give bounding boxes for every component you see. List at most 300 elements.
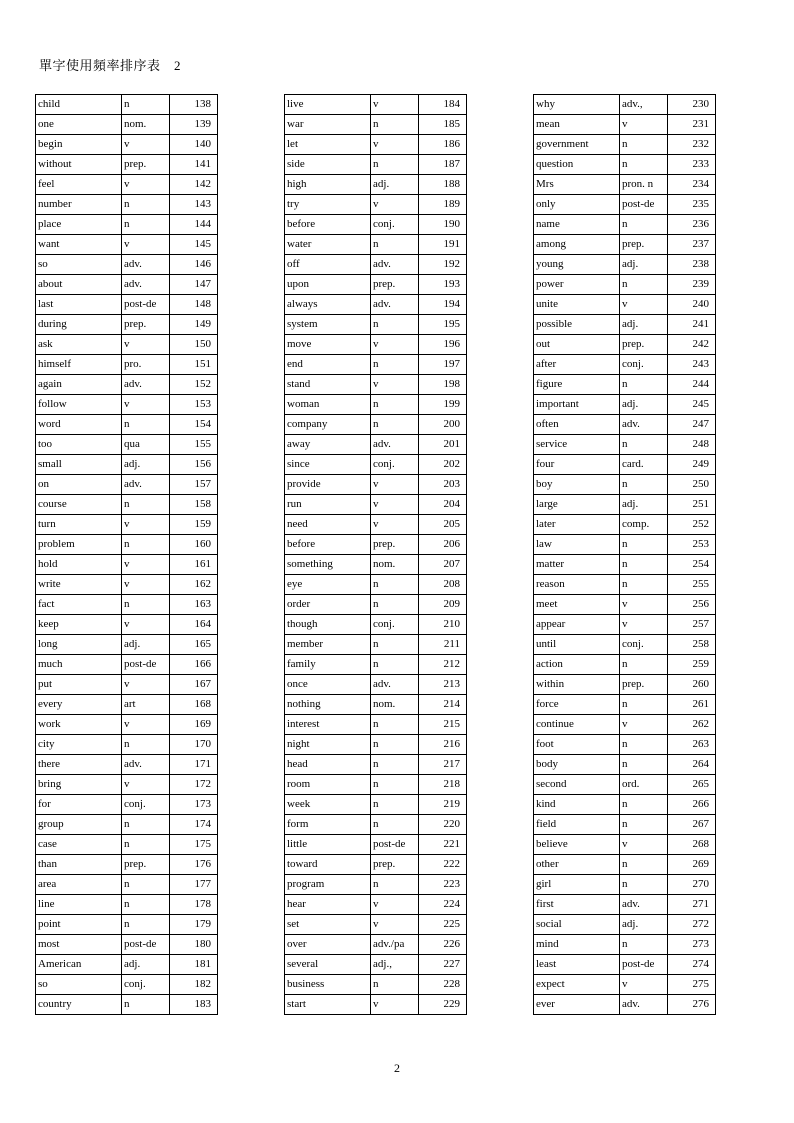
part-of-speech-cell: prep.	[122, 315, 170, 335]
rank-cell: 247	[668, 415, 716, 435]
part-of-speech-cell: n	[620, 795, 668, 815]
table-row	[534, 415, 716, 435]
part-of-speech-cell: v	[371, 895, 419, 915]
word-cell: begin	[36, 135, 122, 155]
table-row	[36, 875, 218, 895]
word-cell: out	[534, 335, 620, 355]
part-of-speech-cell: n	[122, 875, 170, 895]
rank-cell: 256	[668, 595, 716, 615]
word-cell: foot	[534, 735, 620, 755]
rank-cell: 241	[668, 315, 716, 335]
word-cell: why	[534, 95, 620, 115]
word-cell: number	[36, 195, 122, 215]
word-cell: only	[534, 195, 620, 215]
part-of-speech-cell: adv./pa	[371, 935, 419, 955]
table-row	[36, 815, 218, 835]
rank-cell: 236	[668, 215, 716, 235]
part-of-speech-cell: prep.	[122, 855, 170, 875]
word-cell: mean	[534, 115, 620, 135]
part-of-speech-cell: n	[371, 595, 419, 615]
part-of-speech-cell: v	[620, 615, 668, 635]
word-cell: expect	[534, 975, 620, 995]
rank-cell: 205	[419, 515, 467, 535]
word-cell: water	[285, 235, 371, 255]
part-of-speech-cell: n	[371, 155, 419, 175]
word-cell: before	[285, 535, 371, 555]
word-cell: night	[285, 735, 371, 755]
part-of-speech-cell: v	[122, 715, 170, 735]
rank-cell: 234	[668, 175, 716, 195]
word-cell: large	[534, 495, 620, 515]
word-cell: body	[534, 755, 620, 775]
table-row	[285, 315, 467, 335]
rank-cell: 227	[419, 955, 467, 975]
part-of-speech-cell: adj.	[620, 395, 668, 415]
rank-cell: 146	[170, 255, 218, 275]
word-cell: word	[36, 415, 122, 435]
part-of-speech-cell: post-de	[620, 195, 668, 215]
table-row	[36, 575, 218, 595]
word-cell: once	[285, 675, 371, 695]
part-of-speech-cell: n	[620, 755, 668, 775]
rank-cell: 196	[419, 335, 467, 355]
part-of-speech-cell: conj.	[371, 455, 419, 475]
table-row	[285, 455, 467, 475]
table-row	[36, 855, 218, 875]
rank-cell: 263	[668, 735, 716, 755]
part-of-speech-cell: v	[122, 675, 170, 695]
rank-cell: 207	[419, 555, 467, 575]
table-row	[534, 695, 716, 715]
rank-cell: 259	[668, 655, 716, 675]
part-of-speech-cell: v	[122, 555, 170, 575]
word-cell: want	[36, 235, 122, 255]
word-cell: work	[36, 715, 122, 735]
table-row	[36, 215, 218, 235]
table-row	[534, 495, 716, 515]
word-cell: second	[534, 775, 620, 795]
part-of-speech-cell: v	[620, 835, 668, 855]
word-cell: side	[285, 155, 371, 175]
word-cell: write	[36, 575, 122, 595]
part-of-speech-cell: v	[122, 615, 170, 635]
table-row	[285, 255, 467, 275]
table-row	[36, 735, 218, 755]
part-of-speech-cell: v	[371, 375, 419, 395]
table-row	[534, 535, 716, 555]
rank-cell: 150	[170, 335, 218, 355]
word-cell: within	[534, 675, 620, 695]
word-cell: hear	[285, 895, 371, 915]
rank-cell: 193	[419, 275, 467, 295]
table-row	[534, 875, 716, 895]
part-of-speech-cell: n	[620, 475, 668, 495]
word-cell: follow	[36, 395, 122, 415]
table-row	[36, 415, 218, 435]
word-cell: since	[285, 455, 371, 475]
word-cell: nothing	[285, 695, 371, 715]
word-cell: form	[285, 815, 371, 835]
part-of-speech-cell: adj.	[371, 175, 419, 195]
rank-cell: 252	[668, 515, 716, 535]
table-row	[285, 335, 467, 355]
word-cell: system	[285, 315, 371, 335]
table-row	[36, 635, 218, 655]
word-cell: let	[285, 135, 371, 155]
table-row	[534, 975, 716, 995]
word-cell: upon	[285, 275, 371, 295]
table-row	[534, 175, 716, 195]
part-of-speech-cell: n	[371, 415, 419, 435]
part-of-speech-cell: adj.	[620, 315, 668, 335]
part-of-speech-cell: n	[371, 815, 419, 835]
rank-cell: 183	[170, 995, 218, 1015]
table-row	[534, 895, 716, 915]
table-row	[534, 755, 716, 775]
table-row	[534, 635, 716, 655]
rank-cell: 253	[668, 535, 716, 555]
word-cell: always	[285, 295, 371, 315]
table-row	[36, 155, 218, 175]
part-of-speech-cell: adv.	[620, 415, 668, 435]
rank-cell: 168	[170, 695, 218, 715]
table-row	[534, 735, 716, 755]
rank-cell: 141	[170, 155, 218, 175]
part-of-speech-cell: conj.	[371, 615, 419, 635]
table-row	[36, 295, 218, 315]
word-cell: eye	[285, 575, 371, 595]
table-row	[534, 555, 716, 575]
word-cell: little	[285, 835, 371, 855]
table-row	[36, 515, 218, 535]
word-cell: member	[285, 635, 371, 655]
table-row	[285, 635, 467, 655]
part-of-speech-cell: pron. n	[620, 175, 668, 195]
part-of-speech-cell: adj.	[122, 455, 170, 475]
part-of-speech-cell: n	[371, 235, 419, 255]
table-row	[534, 955, 716, 975]
part-of-speech-cell: n	[122, 895, 170, 915]
page-number: 2	[394, 1061, 400, 1075]
rank-cell: 174	[170, 815, 218, 835]
table-row	[285, 755, 467, 775]
rank-cell: 155	[170, 435, 218, 455]
word-cell: among	[534, 235, 620, 255]
rank-cell: 165	[170, 635, 218, 655]
rank-cell: 230	[668, 95, 716, 115]
table-row	[534, 335, 716, 355]
word-cell: there	[36, 755, 122, 775]
rank-cell: 159	[170, 515, 218, 535]
rank-cell: 202	[419, 455, 467, 475]
table-row	[534, 795, 716, 815]
part-of-speech-cell: conj.	[620, 355, 668, 375]
table-row	[285, 915, 467, 935]
word-cell: continue	[534, 715, 620, 735]
part-of-speech-cell: v	[620, 115, 668, 135]
part-of-speech-cell: conj.	[122, 795, 170, 815]
word-cell: himself	[36, 355, 122, 375]
rank-cell: 211	[419, 635, 467, 655]
rank-cell: 162	[170, 575, 218, 595]
part-of-speech-cell: v	[122, 775, 170, 795]
rank-cell: 181	[170, 955, 218, 975]
rank-cell: 166	[170, 655, 218, 675]
part-of-speech-cell: n	[620, 555, 668, 575]
rank-cell: 240	[668, 295, 716, 315]
part-of-speech-cell: v	[371, 95, 419, 115]
table-row	[36, 675, 218, 695]
table-row	[534, 115, 716, 135]
part-of-speech-cell: prep.	[371, 855, 419, 875]
rank-cell: 164	[170, 615, 218, 635]
word-cell: service	[534, 435, 620, 455]
rank-cell: 273	[668, 935, 716, 955]
word-table-column-1	[35, 94, 218, 1015]
part-of-speech-cell: adv.	[371, 435, 419, 455]
word-cell: too	[36, 435, 122, 455]
rank-cell: 195	[419, 315, 467, 335]
table-row	[36, 935, 218, 955]
rank-cell: 144	[170, 215, 218, 235]
rank-cell: 248	[668, 435, 716, 455]
part-of-speech-cell: card.	[620, 455, 668, 475]
table-row	[534, 395, 716, 415]
table-row	[534, 855, 716, 875]
part-of-speech-cell: v	[371, 495, 419, 515]
table-row	[285, 995, 467, 1015]
rank-cell: 138	[170, 95, 218, 115]
rank-cell: 231	[668, 115, 716, 135]
part-of-speech-cell: v	[371, 135, 419, 155]
part-of-speech-cell: v	[371, 195, 419, 215]
rank-cell: 199	[419, 395, 467, 415]
word-cell: case	[36, 835, 122, 855]
table-row	[285, 155, 467, 175]
table-row	[534, 155, 716, 175]
part-of-speech-cell: n	[620, 735, 668, 755]
word-table-column-2	[284, 94, 467, 1015]
part-of-speech-cell: n	[371, 635, 419, 655]
rank-cell: 167	[170, 675, 218, 695]
rank-cell: 239	[668, 275, 716, 295]
word-cell: matter	[534, 555, 620, 575]
word-cell: most	[36, 935, 122, 955]
part-of-speech-cell: prep.	[620, 675, 668, 695]
word-cell: first	[534, 895, 620, 915]
part-of-speech-cell: v	[122, 235, 170, 255]
part-of-speech-cell: adj.	[620, 255, 668, 275]
part-of-speech-cell: v	[371, 335, 419, 355]
table-row	[36, 375, 218, 395]
rank-cell: 157	[170, 475, 218, 495]
table-row	[36, 495, 218, 515]
rank-cell: 185	[419, 115, 467, 135]
word-cell: though	[285, 615, 371, 635]
rank-cell: 210	[419, 615, 467, 635]
part-of-speech-cell: n	[620, 135, 668, 155]
rank-cell: 160	[170, 535, 218, 555]
rank-cell: 233	[668, 155, 716, 175]
word-cell: fact	[36, 595, 122, 615]
part-of-speech-cell: nom.	[371, 695, 419, 715]
part-of-speech-cell: adv.	[620, 995, 668, 1015]
table-row	[285, 595, 467, 615]
word-cell: unite	[534, 295, 620, 315]
rank-cell: 190	[419, 215, 467, 235]
table-row	[534, 195, 716, 215]
part-of-speech-cell: qua	[122, 435, 170, 455]
word-cell: try	[285, 195, 371, 215]
word-cell: woman	[285, 395, 371, 415]
rank-cell: 158	[170, 495, 218, 515]
word-cell: meet	[534, 595, 620, 615]
word-cell: week	[285, 795, 371, 815]
table-row	[285, 395, 467, 415]
part-of-speech-cell: v	[122, 575, 170, 595]
word-cell: stand	[285, 375, 371, 395]
rank-cell: 262	[668, 715, 716, 735]
table-row	[285, 435, 467, 455]
table-row	[534, 475, 716, 495]
word-cell: reason	[534, 575, 620, 595]
word-cell: keep	[36, 615, 122, 635]
part-of-speech-cell: n	[371, 575, 419, 595]
word-cell: hold	[36, 555, 122, 575]
word-cell: about	[36, 275, 122, 295]
table-row	[534, 235, 716, 255]
rank-cell: 180	[170, 935, 218, 955]
table-row	[285, 675, 467, 695]
part-of-speech-cell: n	[371, 735, 419, 755]
part-of-speech-cell: n	[371, 975, 419, 995]
rank-cell: 188	[419, 175, 467, 195]
part-of-speech-cell: n	[620, 575, 668, 595]
part-of-speech-cell: n	[122, 195, 170, 215]
table-row	[36, 615, 218, 635]
part-of-speech-cell: n	[371, 655, 419, 675]
rank-cell: 194	[419, 295, 467, 315]
table-row	[534, 255, 716, 275]
word-cell: believe	[534, 835, 620, 855]
rank-cell: 177	[170, 875, 218, 895]
table-row	[534, 435, 716, 455]
table-row	[285, 175, 467, 195]
word-cell: last	[36, 295, 122, 315]
rank-cell: 179	[170, 915, 218, 935]
rank-cell: 184	[419, 95, 467, 115]
word-cell: field	[534, 815, 620, 835]
part-of-speech-cell: n	[122, 735, 170, 755]
table-row	[534, 655, 716, 675]
word-cell: long	[36, 635, 122, 655]
table-row	[534, 295, 716, 315]
rank-cell: 249	[668, 455, 716, 475]
rank-cell: 261	[668, 695, 716, 715]
word-cell: put	[36, 675, 122, 695]
word-cell: war	[285, 115, 371, 135]
part-of-speech-cell: n	[122, 95, 170, 115]
table-row	[36, 775, 218, 795]
rank-cell: 251	[668, 495, 716, 515]
rank-cell: 175	[170, 835, 218, 855]
part-of-speech-cell: v	[371, 915, 419, 935]
table-row	[534, 215, 716, 235]
table-row	[534, 355, 716, 375]
rank-cell: 257	[668, 615, 716, 635]
table-row	[36, 695, 218, 715]
rank-cell: 189	[419, 195, 467, 215]
table-row	[36, 555, 218, 575]
part-of-speech-cell: adv.	[371, 295, 419, 315]
part-of-speech-cell: n	[122, 535, 170, 555]
word-cell: set	[285, 915, 371, 935]
rank-cell: 206	[419, 535, 467, 555]
word-cell: child	[36, 95, 122, 115]
table-row	[36, 255, 218, 275]
word-cell: course	[36, 495, 122, 515]
table-row	[285, 835, 467, 855]
rank-cell: 151	[170, 355, 218, 375]
rank-cell: 255	[668, 575, 716, 595]
word-cell: head	[285, 755, 371, 775]
word-cell: figure	[534, 375, 620, 395]
table-row	[534, 135, 716, 155]
part-of-speech-cell: v	[371, 995, 419, 1015]
part-of-speech-cell: prep.	[620, 235, 668, 255]
rank-cell: 156	[170, 455, 218, 475]
table-row	[285, 775, 467, 795]
part-of-speech-cell: post-de	[122, 295, 170, 315]
part-of-speech-cell: prep.	[122, 155, 170, 175]
part-of-speech-cell: n	[122, 995, 170, 1015]
rank-cell: 209	[419, 595, 467, 615]
part-of-speech-cell: adv.	[122, 755, 170, 775]
part-of-speech-cell: n	[122, 815, 170, 835]
rank-cell: 176	[170, 855, 218, 875]
part-of-speech-cell: n	[122, 915, 170, 935]
part-of-speech-cell: n	[620, 855, 668, 875]
word-cell: problem	[36, 535, 122, 555]
part-of-speech-cell: n	[371, 395, 419, 415]
part-of-speech-cell: n	[371, 775, 419, 795]
word-cell: family	[285, 655, 371, 675]
word-cell: order	[285, 595, 371, 615]
part-of-speech-cell: v	[620, 595, 668, 615]
part-of-speech-cell: post-de	[620, 955, 668, 975]
rank-cell: 172	[170, 775, 218, 795]
word-cell: girl	[534, 875, 620, 895]
table-row	[534, 815, 716, 835]
table-row	[36, 395, 218, 415]
word-cell: often	[534, 415, 620, 435]
part-of-speech-cell: n	[620, 435, 668, 455]
word-cell: government	[534, 135, 620, 155]
part-of-speech-cell: n	[620, 875, 668, 895]
table-row	[285, 475, 467, 495]
rank-cell: 142	[170, 175, 218, 195]
table-row	[36, 235, 218, 255]
rank-cell: 260	[668, 675, 716, 695]
table-row	[36, 335, 218, 355]
word-cell: kind	[534, 795, 620, 815]
rank-cell: 242	[668, 335, 716, 355]
word-cell: move	[285, 335, 371, 355]
word-cell: power	[534, 275, 620, 295]
part-of-speech-cell: adj.	[122, 635, 170, 655]
word-cell: action	[534, 655, 620, 675]
part-of-speech-cell: conj.	[371, 215, 419, 235]
